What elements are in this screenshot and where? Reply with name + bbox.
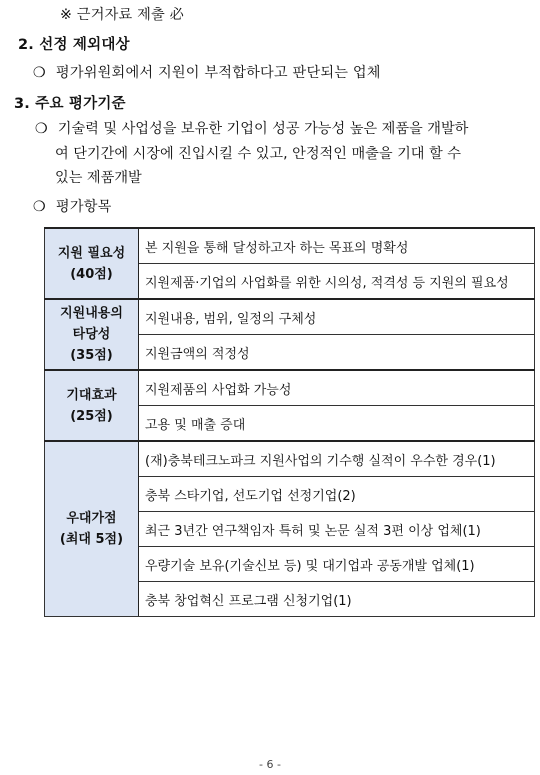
category-line: (25점) — [70, 408, 113, 424]
section3-heading: 3. 주요 평가기준 — [14, 96, 126, 112]
category-cell — [45, 299, 139, 370]
category-line: (40점) — [70, 266, 113, 282]
criteria-item: 고용 및 매출 증대 — [139, 406, 535, 442]
criteria-paragraph — [35, 117, 535, 191]
criteria-para-line3: 있는 제품개발 — [55, 170, 142, 186]
section2-bullet-item — [33, 62, 381, 82]
page-number: - 6 - — [259, 758, 281, 771]
category-line: (35점) — [70, 348, 113, 363]
criteria-item: 최근 3년간 연구책임자 특허 및 논문 실적 3편 이상 업체(1) — [139, 512, 535, 547]
criteria-item: 본 지원을 통해 달성하고자 하는 목표의 명확성 — [139, 228, 535, 264]
table-row — [45, 228, 535, 264]
criteria-para-line1: 기술력 및 사업성을 보유한 기업이 성공 가능성 높은 제품을 개발하 — [57, 121, 469, 137]
section2-item-text: 평가위원회에서 지원이 부적합하다고 판단되는 업체 — [55, 65, 381, 81]
table-row — [45, 299, 535, 335]
section2-heading: 2. 선정 제외대상 — [18, 37, 130, 53]
criteria-item: 지원제품·기업의 사업화를 위한 시의성, 적격성 등 지원의 필요성 — [139, 264, 535, 300]
category-cell — [45, 228, 139, 299]
category-line: 지원 필요성 — [57, 245, 126, 261]
criteria-item: 충북 창업혁신 프로그램 신청기업(1) — [139, 582, 535, 617]
table-row — [45, 441, 535, 477]
criteria-item: 지원제품의 사업화 가능성 — [139, 370, 535, 406]
evaluation-table — [44, 227, 535, 617]
criteria-para-line2: 여 단기간에 시장에 진입시킬 수 있고, 안정적인 매출을 기대 할 수 — [55, 145, 461, 162]
evidence-note: ※ 근거자료 제출 必 — [60, 7, 185, 23]
table-row — [45, 370, 535, 406]
circle-bullet-icon: ❍ — [35, 121, 48, 137]
eval-items-label — [33, 196, 112, 216]
criteria-item: 충북 스타기업, 선도기업 선정기업(2) — [139, 477, 535, 512]
criteria-item: 우량기술 보유(기술신보 등) 및 대기업과 공동개발 업체(1) — [139, 547, 535, 582]
category-cell — [45, 441, 139, 617]
category-line: 지원내용의 — [60, 306, 123, 321]
circle-bullet-icon: ❍ — [33, 199, 46, 215]
criteria-item: 지원내용, 범위, 일정의 구체성 — [139, 299, 535, 335]
category-line: 타당성 — [72, 327, 111, 342]
category-cell — [45, 370, 139, 441]
circle-bullet-icon: ❍ — [33, 65, 46, 81]
category-line: 기대효과 — [66, 387, 117, 403]
eval-items-label-text: 평가항목 — [55, 199, 112, 215]
category-line: (최대 5점) — [59, 532, 124, 547]
criteria-item: (재)충북테크노파크 지원사업의 기수행 실적이 우수한 경우(1) — [139, 441, 535, 477]
category-line: 우대가점 — [66, 511, 117, 526]
criteria-item: 지원금액의 적정성 — [139, 335, 535, 371]
